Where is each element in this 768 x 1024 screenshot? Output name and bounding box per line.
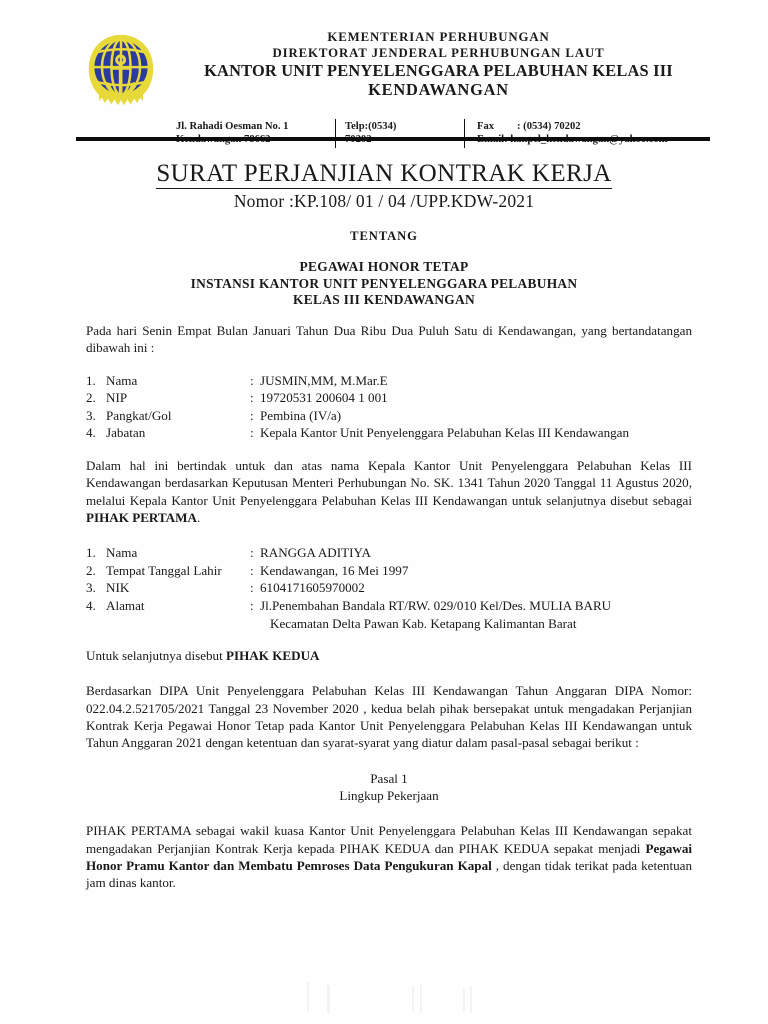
- letterhead-divider-rule: [76, 137, 710, 141]
- row-separator: :: [250, 407, 254, 423]
- row-number: 3.: [86, 580, 96, 596]
- opening-paragraph: Pada hari Senin Empat Bulan Januari Tahun Dua Ribu Dua Puluh Satu di Kendawangan, yang bertandatangan dibawah ini :: [86, 323, 692, 356]
- row-number: 2.: [86, 390, 96, 406]
- page-title-text: SURAT PERJANJIAN KONTRAK KERJA: [156, 160, 612, 187]
- table-row: [86, 407, 692, 425]
- document-body: [86, 322, 692, 892]
- table-row: [86, 372, 692, 390]
- row-value: Pembina (IV/a): [260, 407, 342, 423]
- first-party-term: PIHAK PERTAMA: [86, 509, 197, 525]
- row-label: NIP: [106, 390, 128, 406]
- letterhead: [75, 26, 710, 148]
- row-number: 4.: [86, 425, 96, 441]
- first-party-statement-post: .: [196, 509, 201, 525]
- row-value-line-2: Kecamatan Delta Pawan Kab. Ketapang Kalimantan Barat: [270, 615, 577, 631]
- row-separator: :: [250, 580, 254, 596]
- row-separator: :: [250, 372, 254, 388]
- second-party-statement: [86, 647, 692, 664]
- row-number: 2.: [86, 562, 96, 578]
- ministry-line: KEMENTERIAN PERHUBUNGAN: [327, 30, 550, 44]
- office-line: KANTOR UNIT PENYELENGGARA PELABUHAN KELAS III: [204, 61, 673, 80]
- row-number: 1.: [86, 372, 96, 388]
- pasal1-pre: PIHAK PERTAMA sebagai wakil kuasa Kantor Unit Penyelenggara Pelabuhan Kelas III Kendawangan sepakat mengadakan Perjanjian Kontrak Kerja kepada PIHAK KEDUA dan PIHAK KEDUA sepakat menjadi: [86, 823, 692, 856]
- telephone-cell: [335, 119, 465, 148]
- fax-value: : (0534) 70202: [517, 121, 581, 132]
- row-label: NIK: [106, 580, 130, 596]
- row-value: Kendawangan, 16 Mei 1997: [260, 562, 409, 578]
- pasal1-paragraph: [86, 822, 692, 891]
- row-separator: :: [250, 562, 254, 578]
- ministry-of-transportation-globe-anchor-logo: [84, 32, 158, 114]
- row-value: 6104171605970002: [260, 580, 365, 596]
- scan-artifact: [463, 988, 465, 1012]
- pasal1-post: , dengan tidak terikat pada ketentuan jam dinas kantor.: [86, 858, 692, 891]
- row-label: Alamat: [106, 597, 145, 613]
- subject-line-1: PEGAWAI HONOR TETAP: [299, 259, 469, 274]
- row-label: Pangkat/Gol: [106, 407, 172, 423]
- row-value: 19720531 200604 1 001: [260, 390, 388, 406]
- document-subject: [0, 259, 768, 309]
- scan-artifact: [470, 986, 472, 1013]
- logo-cell: [75, 26, 167, 114]
- first-party-statement: [86, 457, 692, 526]
- pasal-name: Lingkup Pekerjaan: [339, 788, 439, 804]
- first-party-statement-pre: Dalam hal ini bertindak untuk dan atas nama Kepala Kantor Unit Penyelenggara Pelabuhan Kelas III Kendawangan berdasarkan Keputusan Menteri Perhubungan No. SK. 1341 Tahun 2020 Tanggal 11 Agustus 2020, melalui Kepala Kantor Unit Penyelenggara Pelabuhan Kelas III Kendawangan untuk selanjutnya disebut sebagai: [86, 457, 692, 508]
- table-row: [86, 424, 692, 442]
- scan-artifact: [307, 982, 309, 1012]
- directorate-line: DIREKTORAT JENDERAL PERHUBUNGAN LAUT: [272, 46, 605, 60]
- row-label: Tempat Tanggal Lahir: [106, 562, 222, 578]
- letterhead-text: [167, 26, 710, 100]
- scan-artifact: [327, 985, 330, 1013]
- table-row: [86, 579, 692, 597]
- row-label: Nama: [106, 372, 138, 388]
- fax-label: Fax: [477, 121, 495, 132]
- row-separator: :: [250, 425, 254, 441]
- row-value-line-1: Jl.Penembahan Bandala RT/RW. 029/010 Kel/Des. MULIA BARU: [260, 597, 612, 613]
- pasal-number: Pasal 1: [370, 770, 408, 786]
- row-value: RANGGA ADITIYA: [260, 545, 371, 561]
- dipa-paragraph: Berdasarkan DIPA Unit Penyelenggara Pelabuhan Kelas III Kendawangan Tahun Anggaran DIPA Nomor: 022.04.2.521705/2021 Tanggal 23 November 2020 , kedua belah pihak bersepakat untuk mengadakan Perjanjian Kontrak Kerja Pegawai Honor Tetap pada Kantor Unit Penyelenggara Pelabuhan Kelas III Kendawangan untuk Tahun Anggaran 2021 dengan ketentuan dan syarat-syarat yang diatur dalam pasal-pasal sebagai berikut :: [86, 683, 692, 751]
- tentang-label: TENTANG: [350, 229, 418, 243]
- row-separator: :: [250, 390, 254, 406]
- row-label: Jabatan: [106, 425, 146, 441]
- row-separator: :: [250, 597, 254, 613]
- city-line: KENDAWANGAN: [368, 80, 509, 99]
- telephone-line-1: Telp:(0534): [345, 121, 397, 132]
- table-row: [86, 597, 692, 632]
- address-cell: [167, 119, 335, 148]
- row-separator: :: [250, 545, 254, 561]
- table-row: [86, 544, 692, 562]
- row-label: Nama: [106, 545, 138, 561]
- row-number: 1.: [86, 545, 96, 561]
- contact-strip: [167, 119, 710, 148]
- document-number: Nomor :KP.108/ 01 / 04 /UPP.KDW-2021: [233, 191, 535, 211]
- fax-line: [477, 120, 701, 133]
- row-value: [260, 597, 692, 632]
- scan-artifact: [412, 986, 414, 1012]
- row-value: JUSMIN,MM, M.Mar.E: [260, 372, 388, 388]
- row-value: Kepala Kantor Unit Penyelenggara Pelabuhan Kelas III Kendawangan: [260, 425, 630, 441]
- subject-line-3: KELAS III KENDAWANGAN: [293, 292, 475, 308]
- table-row: [86, 389, 692, 407]
- pasal-heading: [86, 770, 692, 805]
- row-number: 4.: [86, 597, 96, 613]
- row-number: 3.: [86, 407, 96, 423]
- second-party-details: [86, 544, 692, 632]
- pasal1-job-title: Pegawai Honor Pramu Kantor dan Membatu Pemroses Data Pengukuran Kapal: [86, 840, 692, 874]
- table-row: [86, 562, 692, 580]
- second-party-term: PIHAK KEDUA: [226, 648, 320, 664]
- scan-artifact: [420, 984, 422, 1013]
- first-party-details: [86, 372, 692, 442]
- fax-email-cell: [465, 119, 710, 148]
- subject-line-2: INSTANSI KANTOR UNIT PENYELENGGARA PELABUHAN: [190, 275, 578, 291]
- page-title: [0, 159, 768, 188]
- second-party-statement-pre: Untuk selanjutnya disebut: [86, 648, 227, 664]
- address-line-1: Jl. Rahadi Oesman No. 1: [176, 121, 289, 132]
